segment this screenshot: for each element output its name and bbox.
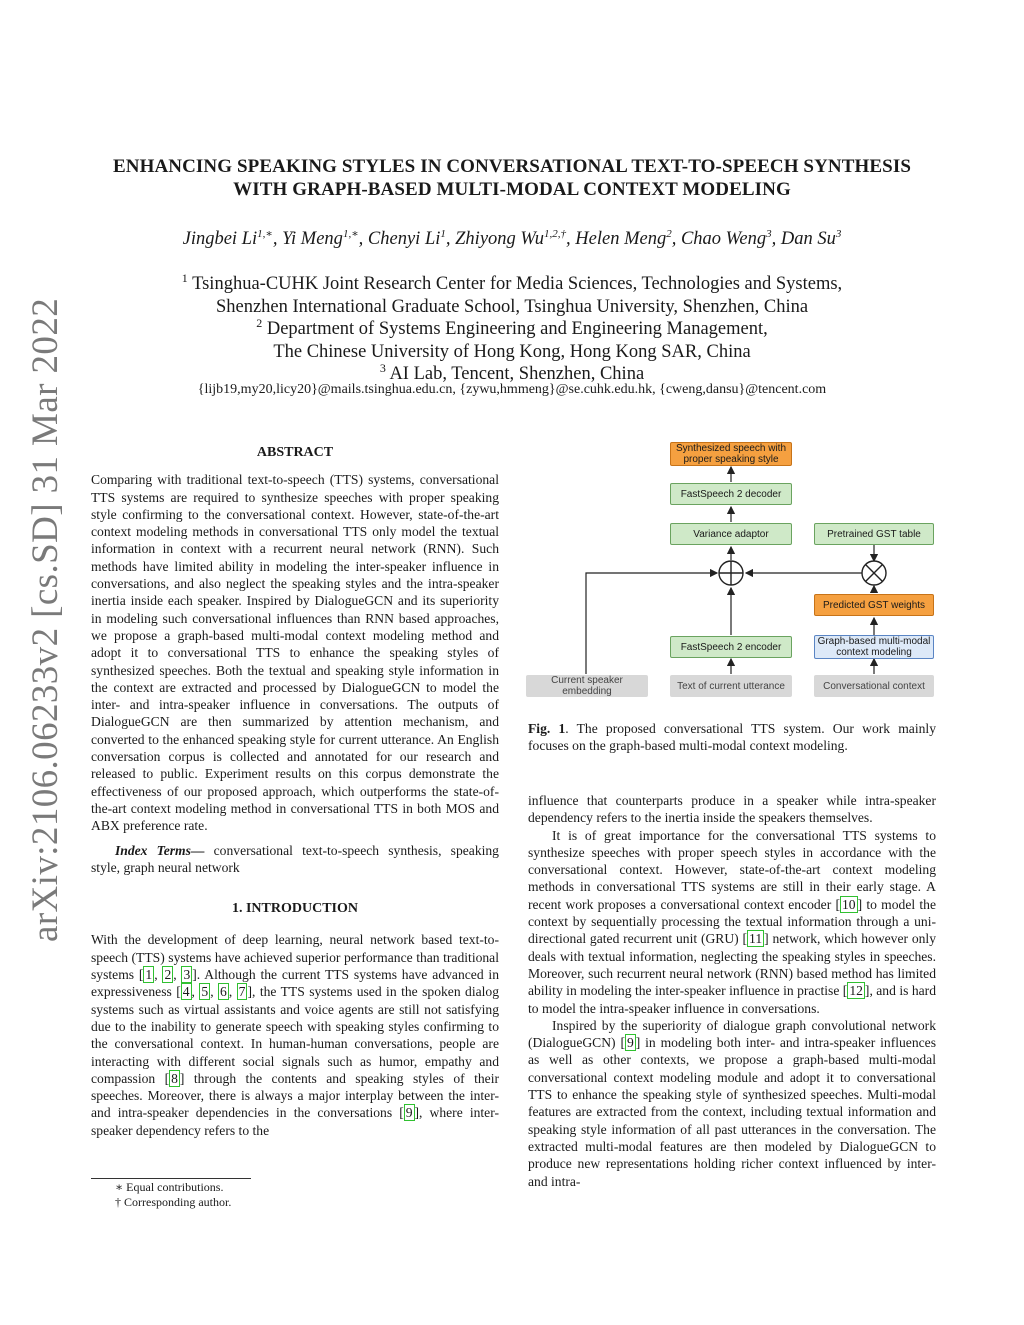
continuation-paragraph: influence that counterparts produce in a speaker while intra-speaker dependency refers to the inertia inside the speakers themselves. [528,793,936,826]
author-affil-sup: 3 [766,228,772,240]
citation-link[interactable]: 8 [171,1070,178,1086]
arrow-speaker-to-plus [586,573,717,674]
text-run: ] to model the context by sequentially processing the textual information through a uni-directional gated recurrent unit (GRU) [ [528,896,936,947]
author-affil-sup: 1 [440,228,446,240]
index-terms-label: Index Terms— [115,842,205,858]
citation-link[interactable]: 4 [182,984,190,1000]
figure-caption [528,720,936,755]
author-affil-sup: 2 [666,228,672,240]
system-diagram [524,436,944,704]
citation-link[interactable]: 9 [626,1035,634,1051]
citation-link[interactable]: 6 [220,984,227,1000]
gst-weights-box: Predicted GST weights [814,594,934,616]
author-affil-sup: 1,∗ [257,228,273,240]
caption-label: Fig. 1 [528,721,566,736]
affil-text: The Chinese University of Hong Kong, Hong Kong SAR, China [273,341,751,362]
citation-link[interactable]: 10 [842,896,856,912]
intro-heading: 1. INTRODUCTION [231,901,358,917]
abstract-heading: ABSTRACT [256,445,334,460]
affil-sup: 3 [379,361,386,375]
footnote-equal: ∗ Equal contributions. [115,1180,224,1194]
author-name: Jingbei Li [182,229,258,250]
intro-paragraph: With the development of deep learning, neural network based text-to-speech (TTS) systems have achieved superior performance than traditional systems [ 1 , 2 , 3 ]. Although the current TTS systems have advanced in expressiveness [ 4 , 5 , 6 , 7 ], the TTS systems used in the spoken dialog systems such as virtual assistants and voice agents are still not satisfying due to the inability to generate speech with speaking styles confirming to the conversational context. In human-human conversations, people are interacting with different social signals such as humor, empathy and compassion [ 8 ] through the contents and speaking styles of their speeches. Moreover, there is always a major interplay between the inter- and intra-speaker dependencies in the conversations [ 9 ], where inter-speaker dependency refers to the [91,932,500,1138]
author-emails: {lijb19,my20,licy20}@mails.tsinghua.edu.cn, {zywu,hmmeng}@se.cuhk.edu.hk, {cweng,dansu}@tencent.com [197,382,827,397]
left-column [91,444,499,1139]
gst-table-box: Pretrained GST table [814,523,934,545]
title-line-1: ENHANCING SPEAKING STYLES IN CONVERSATIONAL TEXT-TO-SPEECH SYNTHESIS [113,156,911,177]
product-node [862,561,886,585]
text-run: ] network, which however only deals with textual information, neglecting the speaking styles in speeches. Moreover, such recurrent neural network (RNN) based method has limited ability in modeling the inter-speaker influence in practise [ [528,931,936,999]
paragraph-context-modeling [528,827,936,1017]
text-run: ] in modeling both inter- and intra-speaker influences as well as other contexts, we propose a graph-based multi-modal conversational context modeling module and adopt it to conversational TTS to enhance the speaking style of synthesized speeches. Multi-modal features are extracted from the context, including textual information and speaking style information of all past utterances in the conversation. The extracted multi-modal features are then modeled by DialogueGCN to produce new representations holding richer context influenced by inter- and intra- [528,1035,936,1189]
title-line-2: WITH GRAPH-BASED MULTI-MODAL CONTEXT MODELING [233,179,791,200]
sum-node [719,561,743,585]
output-speech-box: Synthesized speech with proper speaking style [670,442,792,466]
author-name: Chao Weng [680,229,767,250]
affil-sup: 1 [181,271,188,285]
right-column [528,792,936,1190]
text-run: ], the TTS systems used in the spoken dialog systems such as virtual assistants and voice agents are still not satisfying due to the inability to generate speech with speaking styles confirming to the conversational context. In human-human conversations, people are interacting with different social signals such as humor, empathy and compassion [ [91,984,500,1086]
affil-sup: 2 [256,316,263,330]
affil-text: AI Lab, Tencent, Shenzhen, China [389,364,645,385]
encoder-box: FastSpeech 2 encoder [670,636,792,658]
paper-title [60,155,964,201]
abstract-text: Comparing with traditional text-to-speech (TTS) systems, conversational TTS systems are required to synthesize speeches with proper speaking style confirming to the conversational context. However, state-of-the-art context modeling methods in conversational TTS only model the textual information in context with a recurrent neural network (RNN). Such methods have limited ability in modeling the inter-speaker influence in conversations, and also neglect the speaking styles and the intra-speaker inertia inside each speaker. Inspired by DialogueGCN and its superiority in modeling such conversational influences than RNN based approaches, we propose a graph-based multi-modal context modeling method and adopt it to conversational TTS to enhance the speaking styles of synthesized speeches. Both the textual and speaking style information in the context are extracted and processed by DialogueGCN to model the inter- and intra-speaker influence in conversations. The outputs of DialogueGCN are then summarized by attention mechanism, and converted to the enhanced speaking style for current utterance. An English conversation corpus is collected and annotated for our research and released to public. Experiment results on this corpus demonstrate the effectiveness of our proposed approach, which outperforms the state-of-the-art context modeling method in conversational TTS in both MOS and ABX preference rate. [91,472,499,834]
author-name: Yi Meng [282,229,343,250]
author-list: Jingbei $Li^{1,∗}$, Yi Meng$^{1,∗}$, Chenyi Li$^1$, Zhiyong $Wu^{1,2,\dagger}$, Helen Meng$^2$, Chao Weng$^3$, Dan Su$^3$ [182,228,842,250]
index-terms [91,842,499,877]
text-run: It is of great importance for the conversational TTS systems to synthesize speeches with proper speech styles in accordance with the conversational context. However, state-of-the-art context modeling methods in conversational TTS systems are still in their early stage. A recent work proposes a conversational context encoder [ [528,827,936,912]
conversational-context-box: Conversational context [814,675,934,697]
citation-link[interactable]: 3 [183,967,191,983]
affiliation-2 [60,312,964,363]
text-run: ] through the contents and speaking styles of their speeches. Moreover, there is always a major interplay between the inter- and intra-speaker dependencies in the conversations [ [91,1070,499,1121]
text-run: ], where inter-speaker dependency refers to the [91,1105,499,1138]
affiliation-1 [60,267,964,318]
text-run: Inspired by the superiority of dialogue graph convolutional network (DialogueGCN) [ [528,1017,936,1051]
citation-link[interactable]: 12 [849,983,863,999]
arxiv-identifier: arXiv:2106.06233v2 [cs.SD] 31 Mar 2022 [25,297,66,942]
footnote-divider [91,1178,251,1179]
citation-link[interactable]: 5 [201,984,209,1000]
text-run: ]. Although the current TTS systems have advanced in expressiveness [ [91,967,500,1000]
citation-link[interactable]: 2 [164,967,172,983]
affil-text: Shenzhen International Graduate School, Tsinghua University, Shenzhen, China [215,296,809,317]
graph-context-box: Graph-based multi-modal context modeling [814,635,934,659]
decoder-box: FastSpeech 2 decoder [670,483,792,505]
footnote-corresponding: † Corresponding author. [115,1195,232,1209]
citation-link[interactable]: 7 [238,984,246,1000]
diagram-connectors [524,436,944,704]
citation-link[interactable]: 9 [405,1105,413,1121]
caption-text: . The proposed conversational TTS system. Our work mainly focuses on the graph-based multi-modal context modeling. [528,721,936,754]
author-name: Zhiyong Wu [455,229,545,250]
affil-text: Tsinghua-CUHK Joint Research Center for Media Sciences, Technologies and Systems, [192,274,843,295]
author-name: Dan Su [780,229,836,250]
text-run: With the development of deep learning, neural network based text-to-speech (TTS) systems have achieved superior performance than traditional systems [ [91,932,499,983]
citation-link[interactable]: 11 [749,931,763,947]
author-affil-sup: 1,∗ [342,228,359,240]
author-affil-sup: 1,2,† [544,228,567,240]
index-terms-text: conversational text-to-speech synthesis, speaking style, graph neural network [91,842,499,875]
speaker-embedding-box: Current speaker embedding [526,675,648,697]
author-name: Helen Meng [575,229,667,250]
author-name: Chenyi Li [367,229,441,250]
citation-link[interactable]: 1 [145,967,153,983]
current-text-box: Text of current utterance [670,675,792,697]
affil-text: Department of Systems Engineering and Engineering Management, [266,319,768,340]
variance-adaptor-box: Variance adaptor [670,523,792,545]
author-affil-sup: 3 [835,228,842,240]
text-run: ], and is hard to model the intra-speaker influence in conversations. [528,983,936,1016]
paragraph-proposal [528,1017,936,1190]
